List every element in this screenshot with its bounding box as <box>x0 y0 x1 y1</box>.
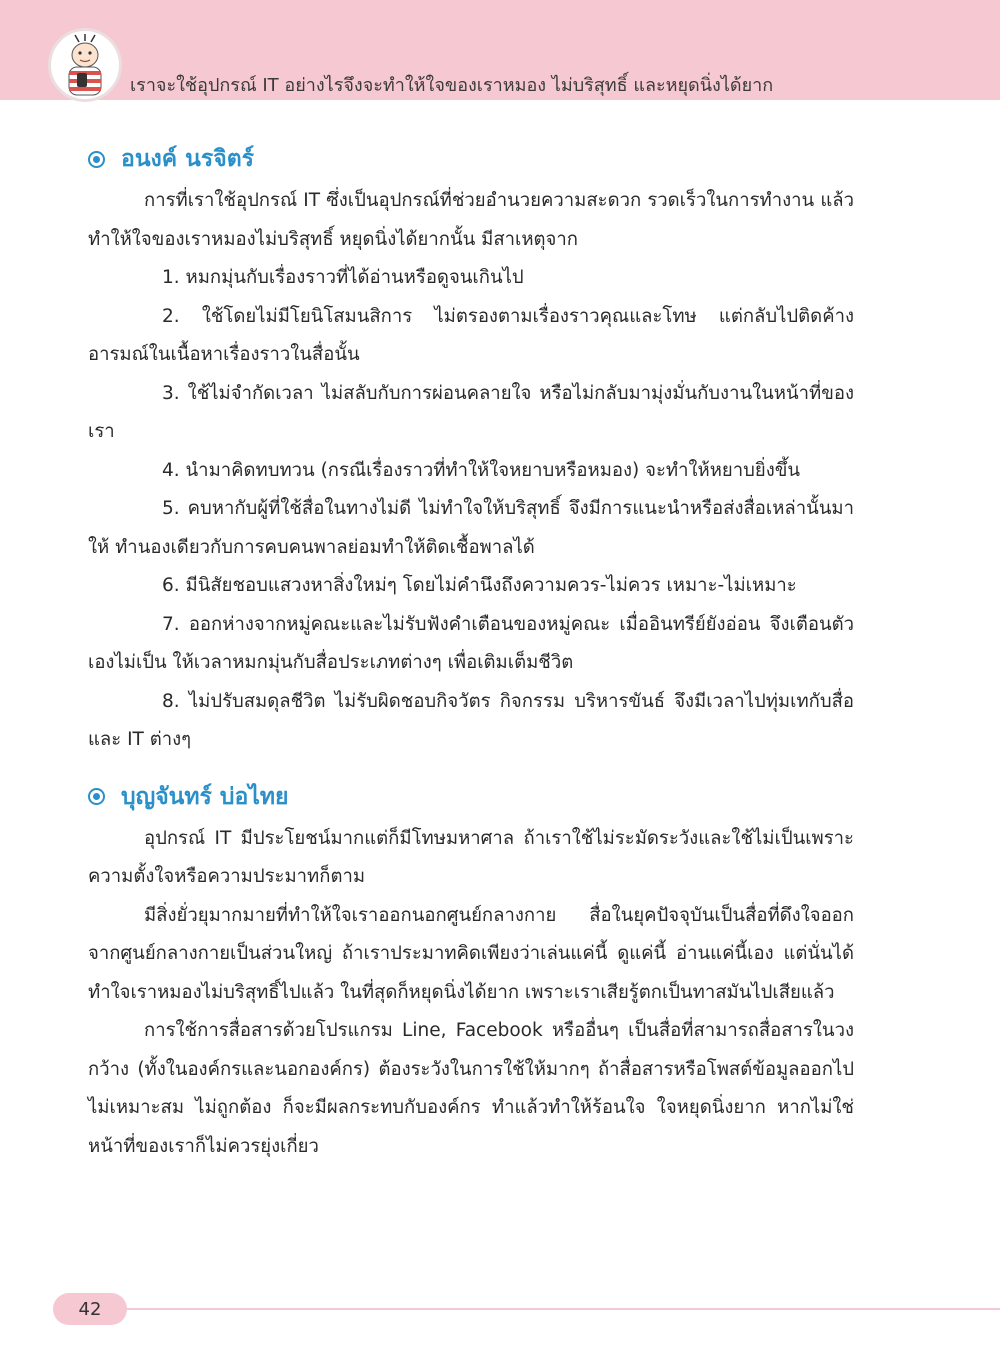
list-item: 8. ไม่ปรับสมดุลชีวิต ไม่รับผิดชอบกิจวัตร กิจกรรม บริหารขันธ์ จึงมีเวลาไปทุ่มเทกับสื่อและ IT ต่างๆ <box>88 690 854 750</box>
page-number: 42 <box>78 1298 102 1320</box>
section-anong <box>88 140 854 760</box>
list-item: 6. มีนิสัยชอบแสวงหาสิ่งใหม่ๆ โดยไม่คำนึงถึงความควร-ไม่ควร เหมาะ-ไม่เหมาะ <box>162 575 797 596</box>
list-item: 1. หมกมุ่นกับเรื่องราวที่ได้อ่านหรือดูจนเกินไป <box>162 267 524 288</box>
paragraph: อุปกรณ์ IT มีประโยชน์มากแต่ก็มีโทษมหาศาล ถ้าเราใช้ไม่ระมัดระวังและใช้ไม่เป็นเพราะความตั้งใจหรือความประมาทก็ตาม <box>88 827 854 887</box>
list-item: 5. คบหากับผู้ที่ใช้สื่อในทางไม่ดี ไม่ทำใจให้บริสุทธิ์ จึงมีการแนะนำหรือส่งสื่อเหล่านั้นมาให้ ทำนองเดียวกับการคบคนพาลย่อมทำให้ติดเชื้อพาลได้ <box>88 498 854 558</box>
page-number-badge <box>53 1293 127 1325</box>
bullet-circle-icon <box>88 151 105 168</box>
page-content <box>88 140 854 1166</box>
cartoon-avatar-icon <box>48 28 122 102</box>
header-title: เราจะใช้อุปกรณ์ IT อย่างไรจึงจะทำให้ใจของเราหมอง ไม่บริสุทธิ์ และหยุดนิ่งได้ยาก <box>130 75 774 96</box>
footer-divider <box>118 1308 1000 1310</box>
paragraph: การที่เราใช้อุปกรณ์ IT ซึ่งเป็นอุปกรณ์ที่ช่วยอำนวยความสะดวก รวดเร็วในการทำงาน แล้วทำให้ใจของเราหมองไม่บริสุทธิ์ หยุดนิ่งได้ยากนั้น มีสาเหตุจาก <box>88 190 854 250</box>
paragraph: การใช้การสื่อสารด้วยโปรแกรม Line, Facebook หรืออื่นๆ เป็นสื่อที่สามารถสื่อสารในวงกว้าง (ทั้งในองค์กรและนอกองค์กร) ต้องระวังในการใช้ให้มากๆ ถ้าสื่อสารหรือโพสต์ข้อมูลออกไปไม่เหมาะสม ไม่ถูกต้อง ก็จะมีผลกระทบกับองค์กร ทำแล้วทำให้ร้อนใจ ใจหยุดนิ่งยาก หากไม่ใช่หน้าที่ของเราก็ไม่ควรยุ่งเกี่ยว <box>88 1020 854 1157</box>
section-heading-text: บุญจันทร์ บ่อไทย <box>121 783 289 810</box>
section-heading-text: อนงค์ นรจิตร์ <box>121 146 255 172</box>
list-item: 4. นำมาคิดทบทวน (กรณีเรื่องราวที่ทำให้ใจหยาบหรือหมอง) จะทำให้หยาบยิ่งขึ้น <box>162 459 801 481</box>
list-item: 2. ใช้โดยไม่มีโยนิโสมนสิการ ไม่ตรองตามเรื่องราวคุณและโทษ แต่กลับไปติดค้างอารมณ์ในเนื้อหาเรื่องราวในสื่อนั้น <box>88 305 854 365</box>
list-item: 3. ใช้ไม่จำกัดเวลา ไม่สลับกับการผ่อนคลายใจ หรือไม่กลับมามุ่งมั่นกับงานในหน้าที่ของเรา <box>88 382 854 442</box>
list-item: 7. ออกห่างจากหมู่คณะและไม่รับฟังคำเตือนของหมู่คณะ เมื่ออินทรีย์ยังอ่อน จึงเตือนตัวเองไม่เป็น ให้เวลาหมกมุ่นกับสื่อประเภทต่างๆ เพื่อเติมเต็มชีวิต <box>88 613 854 673</box>
section-heading <box>88 778 854 816</box>
bullet-circle-icon <box>88 788 105 805</box>
paragraph: มีสิ่งยั่วยุมากมายที่ทำให้ใจเราออกนอกศูนย์กลางกาย สื่อในยุคปัจจุบันเป็นสื่อที่ดึงใจออกจากศูนย์กลางกายเป็นส่วนใหญ่ ถ้าเราประมาทคิดเพียงว่าเล่นแค่นี้ ดูแค่นี้ อ่านแค่นี้เอง แต่นั่นได้ทำใจเราหมองไม่บริสุทธิ์ไปแล้ว ในที่สุดก็หยุดนิ่งได้ยาก เพราะเราเสียรู้ตกเป็นทาสมันไปเสียแล้ว <box>88 904 854 1003</box>
section-heading <box>88 140 854 178</box>
section-boonchan <box>88 778 854 1167</box>
